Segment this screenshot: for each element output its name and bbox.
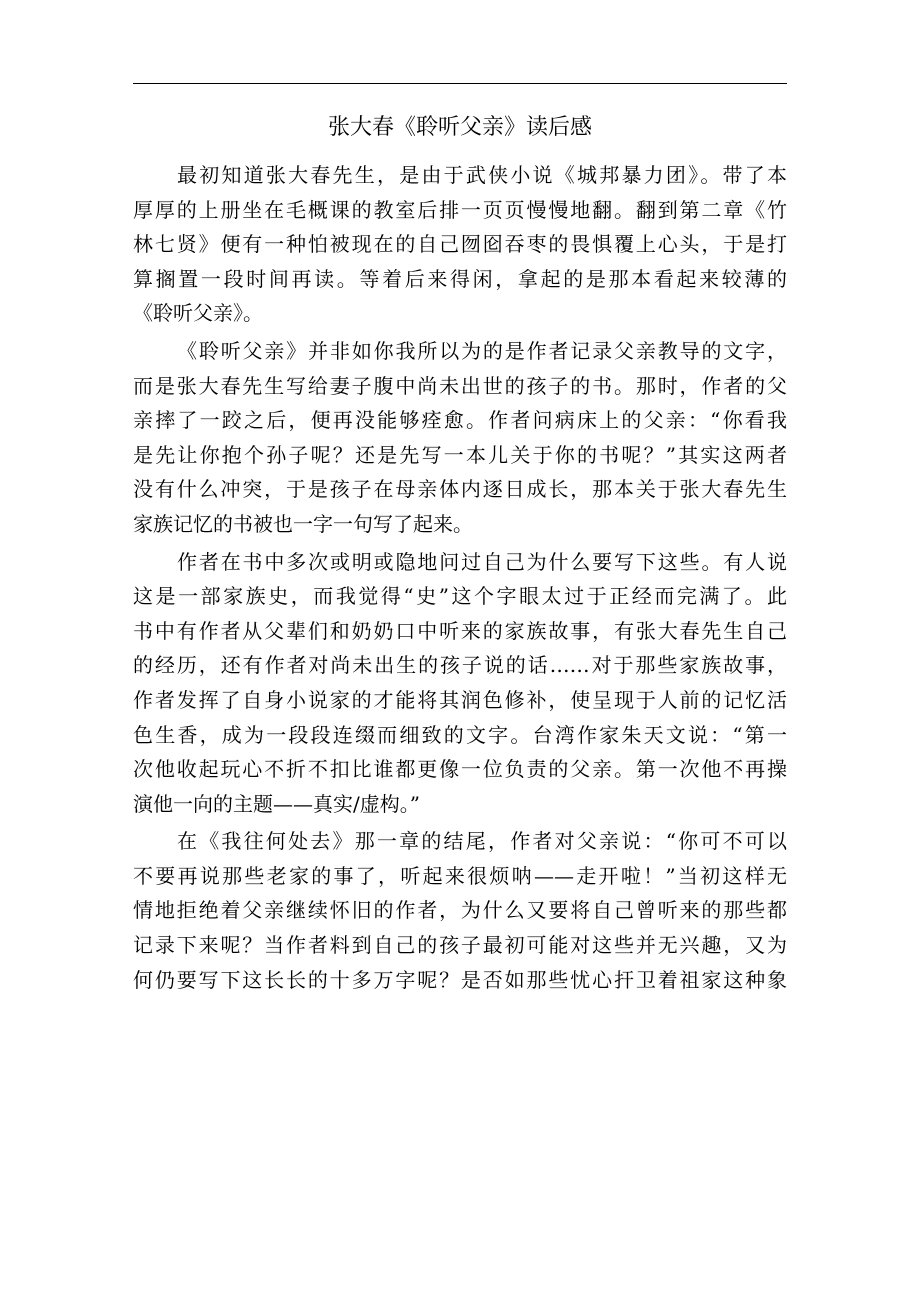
text-line: 林七贤》便有一种怕被现在的自己囫囵吞枣的畏惧覆上心头，于是打 xyxy=(133,232,787,257)
text-line: 作者发挥了自身小说家的才能将其润色修补，使呈现于人前的记忆活 xyxy=(133,687,787,712)
text-line: 不要再说那些老家的事了，听起来很烦呐——走开啦！”当初这样无 xyxy=(133,863,787,888)
text-line: 书中有作者从父辈们和奶奶口中听来的家族故事，有张大春先生自己 xyxy=(133,618,787,643)
paragraph xyxy=(133,824,787,997)
text-line: 情地拒绝着父亲继续怀旧的作者，为什么又要将自己曾听来的那些都 xyxy=(133,898,787,923)
text-line: 次他收起玩心不折不扣比谁都更像一位负责的父亲。第一次他不再操 xyxy=(133,757,787,782)
text-line: 而是张大春先生写给妻子腹中尚未出世的孩子的书。那时，作者的父 xyxy=(133,373,787,398)
text-line: 在《我往何处去》那一章的结尾，作者对父亲说：“你可不可以 xyxy=(177,829,787,854)
text-line: 《聆听父亲》。 xyxy=(133,301,263,326)
text-line: 《聆听父亲》并非如你我所以为的是作者记录父亲教导的文字， xyxy=(177,338,787,363)
text-line: 没有什么冲突，于是孩子在母亲体内逐日成长，那本关于张大春先生 xyxy=(133,477,787,502)
document-title: 张大春《聆听父亲》读后感 xyxy=(327,115,592,140)
text-line: 作者在书中多次或明或隐地问过自己为什么要写下这些。有人说 xyxy=(177,549,787,574)
text-line: 记录下来呢？当作者料到自己的孩子最初可能对这些并无兴趣，又为 xyxy=(133,933,787,958)
text-line: 最初知道张大春先生，是由于武侠小说《城邦暴力团》。带了本 xyxy=(177,163,787,187)
text-line: 家族记忆的书被也一字一句写了起来。 xyxy=(133,511,473,536)
paragraph xyxy=(133,158,787,331)
text-line: 算搁置一段时间再读。等着后来得闲，拿起的是那本看起来较薄的 xyxy=(133,266,787,291)
paragraph xyxy=(133,334,787,542)
text-line: 亲摔了一跤之后，便再没能够痊愈。作者问病床上的父亲：“你看我 xyxy=(133,408,787,433)
text-line: 这是一部家族史，而我觉得“史”这个字眼太过于正经而完满了。此 xyxy=(133,584,787,609)
text-line: 色生香，成为一段段连缀而细致的文字。台湾作家朱天文说：“第一 xyxy=(133,722,787,747)
text-line: 的经历，还有作者对尚未出生的孩子说的话……对于那些家族故事， xyxy=(133,653,787,678)
document-body xyxy=(133,158,787,1000)
text-line: 是先让你抱个孙子呢？还是先写一本儿关于你的书呢？”其实这两者 xyxy=(133,442,787,467)
text-line: 厚厚的上册坐在毛概课的教室后排一页页慢慢地翻。翻到第二章《竹 xyxy=(133,197,787,222)
paragraph xyxy=(133,545,787,822)
header-rule xyxy=(133,83,787,84)
text-line: 何仍要写下这长长的十多万字呢？是否如那些忧心扞卫着祖家这种象 xyxy=(133,967,787,992)
text-line: 演他一向的主题——真实/虚构。” xyxy=(133,791,420,816)
